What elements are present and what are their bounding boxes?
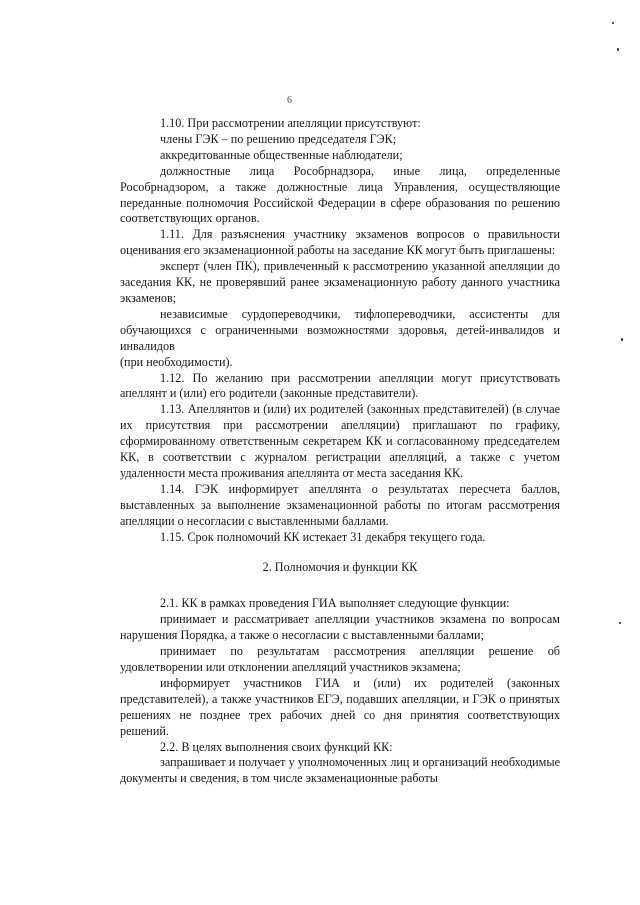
scan-speck: [621, 338, 623, 341]
paragraph-expert: эксперт (член ПК), привлеченный к рассмотрению указанной апелляции до заседания КК, не проверявший ранее экзаменационную работу данного участника экзаменов;: [120, 259, 560, 305]
paragraph-decides-appeals: принимает по результатам рассмотрения апелляции решение об удовлетворении или отклонении апелляций участников экзамена;: [120, 644, 560, 674]
paragraph-1-15: 1.15. Срок полномочий КК истекает 31 декабря текущего года.: [160, 529, 486, 544]
paragraph-observers: аккредитованные общественные наблюдатели;: [160, 147, 403, 162]
document-body: [120, 116, 560, 787]
paragraph-if-needed: (при необходимости).: [120, 354, 233, 369]
paragraph-1-13: 1.13. Апеллянтов и (или) их родителей (законных представителей) (в случае их присутствия при рассмотрении апелляции) приглашают по графику, сформированному ответственным секретарем КК и согласованному председателем КК, в соответствии с журналом регистрации апелляций, а также с учетом удаленности места проживания апеллянта от места заседания КК.: [120, 402, 560, 480]
paragraph-officials: должностные лица Рособрнадзора, иные лица, определенные Рособрнадзором, а также должностные лица Управления, осуществляющие переданные полномочия Российской Федерации в сфере образования по решению соответствующих органов.: [120, 163, 560, 226]
paragraph-accepts-appeals: принимает и рассматривает апелляции участников экзамена по вопросам нарушения Порядка, а также о несогласии с выставленными баллами;: [120, 612, 560, 643]
paragraph-2-1: 2.1. КК в рамках проведения ГИА выполняет следующие функции:: [160, 596, 510, 611]
scan-speck: [617, 48, 619, 51]
paragraph-1-14: 1.14. ГЭК информирует апеллянта о результатах пересчета баллов, выставленных за выполнение экзаменационной работы по итогам рассмотрения апелляции о несогласии с выставленными баллами.: [120, 481, 560, 528]
section-heading: 2. Полномочия и функции КК: [262, 560, 418, 575]
paragraph-1-10: 1.10. При рассмотрении апелляции присутствуют:: [160, 116, 421, 130]
paragraph-1-12: 1.12. По желанию при рассмотрении апелляции могут присутствовать апеллянт и (или) его родители (законные представители).: [120, 370, 560, 401]
paragraph-2-2: 2.2. В целях выполнения своих функций КК:: [160, 739, 393, 754]
scan-speck: [619, 622, 621, 624]
paragraph-informs: информирует участников ГИА и (или) их родителей (законных представителей), а также участников ЕГЭ, подавших апелляции, и ГЭК о принятых решениях не позднее трех рабочих дней со дня принятия соответствующих решений.: [120, 675, 560, 738]
paragraph-interpreters: независимые сурдопереводчики, тифлопереводчики, ассистенты для обучающихся с ограниченными возможностями здоровья, детей-инвалидов и инвалидов: [120, 306, 560, 353]
paragraph-requests-documents: запрашивает и получает у уполномоченных лиц и организаций необходимые документы и сведения, в том числе экзаменационные работы: [120, 755, 560, 786]
paragraph-gek-members: члены ГЭК – по решению председателя ГЭК;: [160, 131, 397, 146]
page-number: 6: [287, 95, 293, 106]
scan-speck: [612, 22, 614, 24]
paragraph-1-11: 1.11. Для разъяснения участнику экзаменов вопросов о правильности оценивания его экзаменационной работы на заседание КК могут быть приглашены:: [120, 227, 560, 258]
